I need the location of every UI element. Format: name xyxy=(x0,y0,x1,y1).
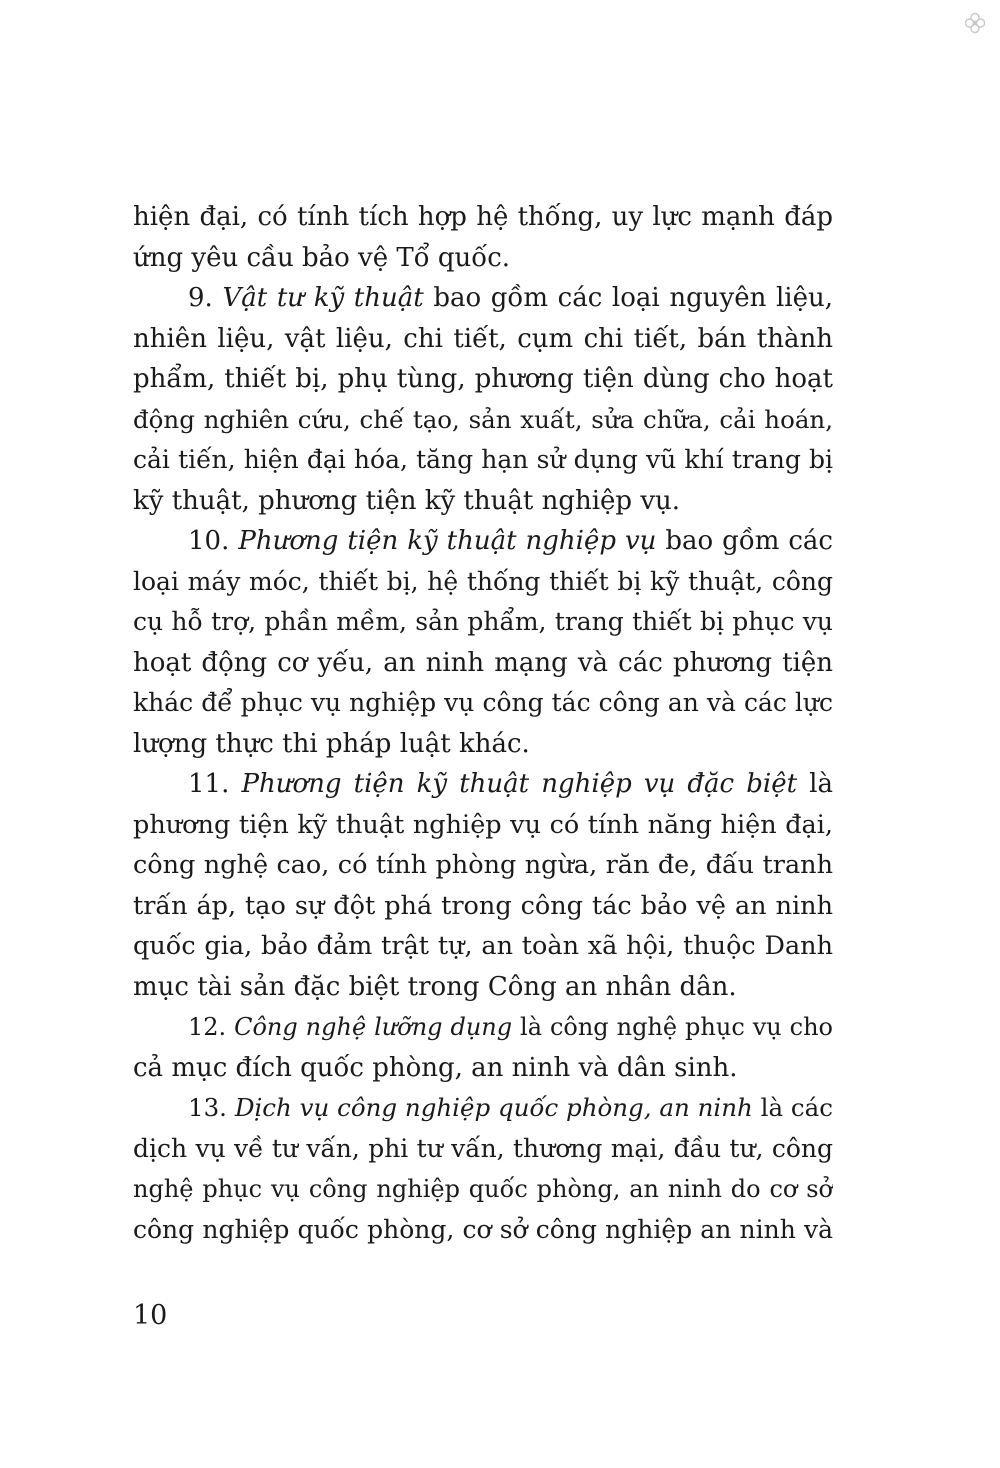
text-line: mục tài sản đặc biệt trong Công an nhân dân. xyxy=(133,971,737,1002)
text-line: kỹ thuật, phương tiện kỹ thuật nghiệp vụ. xyxy=(133,485,681,516)
definition-number: 12. xyxy=(188,1013,235,1041)
text-line: trấn áp, tạo sự đột phá trong công tác bảo vệ an ninh xyxy=(133,890,833,921)
definition-12-first-line xyxy=(133,1007,833,1048)
definition-11-first-line xyxy=(133,764,833,805)
body-text xyxy=(133,197,833,1250)
text-line: phẩm, thiết bị, phụ tùng, phương tiện dùng cho hoạt xyxy=(133,364,833,394)
text-line: cải tiến, hiện đại hóa, tăng hạn sử dụng vũ khí trang bị xyxy=(133,445,833,474)
definition-text: là các xyxy=(752,1093,833,1122)
text-line: dịch vụ về tư vấn, phi tư vấn, thương mại, đầu tư, công xyxy=(133,1133,833,1163)
defined-term: Phương tiện kỹ thuật nghiệp vụ xyxy=(238,526,657,556)
definition-text: bao gồm các loại nguyên liệu, xyxy=(423,283,833,313)
text-line: loại máy móc, thiết bị, hệ thống thiết bị kỹ thuật, công xyxy=(133,566,833,596)
text-line: hiện đại, có tính tích hợp hệ thống, uy lực mạnh đáp xyxy=(133,202,833,232)
text-line: cả mục đích quốc phòng, an ninh và dân sinh. xyxy=(133,1052,738,1083)
text-line: phương tiện kỹ thuật nghiệp vụ có tính năng hiện đại, xyxy=(133,809,833,840)
defined-term: Dịch vụ công nghiệp quốc phòng, an ninh xyxy=(234,1093,753,1122)
definition-number: 10. xyxy=(188,526,239,556)
definition-number: 11. xyxy=(188,769,242,799)
definition-text: là xyxy=(797,769,833,799)
definition-text: bao gồm các xyxy=(656,526,833,556)
text-line: lượng thực thi pháp luật khác. xyxy=(133,728,530,759)
text-line: nghệ phục vụ công nghiệp quốc phòng, an ninh do cơ sở xyxy=(133,1175,833,1203)
definition-9-first-line xyxy=(133,278,833,319)
definition-10-first-line xyxy=(133,521,833,562)
page-number: 10 xyxy=(133,1300,168,1331)
text-line: cụ hỗ trợ, phần mềm, sản phẩm, trang thiết bị phục vụ xyxy=(133,607,833,636)
text-line: công nghệ cao, có tính phòng ngừa, răn đe, đấu tranh xyxy=(133,850,833,880)
flower-watermark-icon xyxy=(964,12,986,34)
defined-term: Phương tiện kỹ thuật nghiệp vụ đặc biệt xyxy=(241,769,798,799)
text-line: nhiên liệu, vật liệu, chi tiết, cụm chi tiết, bán thành xyxy=(133,323,833,354)
text-line: công nghiệp quốc phòng, cơ sở công nghiệp an ninh và xyxy=(133,1214,833,1244)
text-line: khác để phục vụ nghiệp vụ công tác công an và các lực xyxy=(133,688,833,717)
definition-number: 9. xyxy=(188,283,223,313)
text-line: quốc gia, bảo đảm trật tự, an toàn xã hội, thuộc Danh xyxy=(133,931,833,961)
definition-text: là công nghệ phục vụ cho xyxy=(512,1013,833,1041)
text-line: động nghiên cứu, chế tạo, sản xuất, sửa chữa, cải hoán, xyxy=(133,404,833,434)
definition-number: 13. xyxy=(188,1093,235,1122)
text-line: hoạt động cơ yếu, an ninh mạng và các phương tiện xyxy=(133,647,833,678)
defined-term: Công nghệ lưỡng dụng xyxy=(234,1013,513,1041)
defined-term: Vật tư kỹ thuật xyxy=(222,283,424,313)
definition-13-first-line xyxy=(133,1088,833,1129)
text-line: ứng yêu cầu bảo vệ Tổ quốc. xyxy=(133,242,511,273)
